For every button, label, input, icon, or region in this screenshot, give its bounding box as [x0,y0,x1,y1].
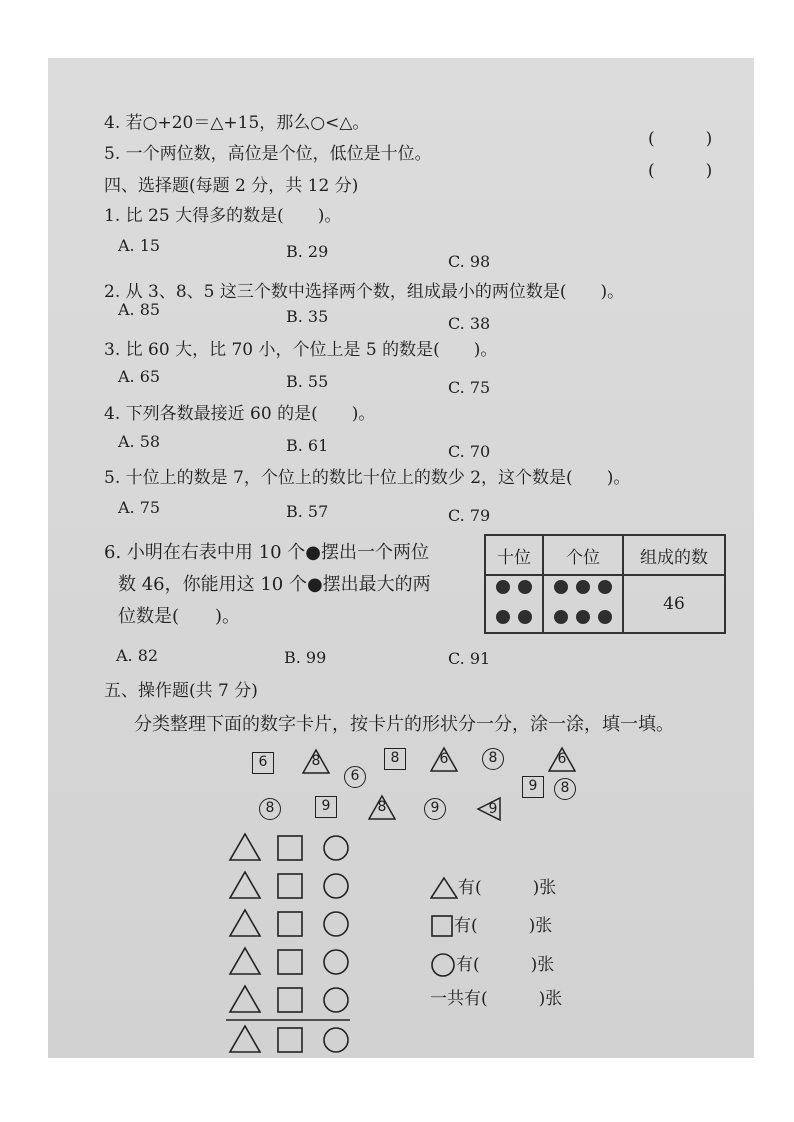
option-c[interactable]: C. 91 [448,649,491,668]
triangle-cell[interactable] [230,910,260,936]
option-a[interactable]: A. 65 [118,367,161,386]
number-card-circle: 9 [424,798,446,820]
place-value-table [484,534,726,634]
option-c[interactable]: C. 70 [448,442,491,461]
square-icon [430,914,454,938]
circle-count[interactable]: 有( )张 [456,955,555,975]
square-cell[interactable] [278,950,302,974]
square-label [278,1028,302,1052]
header-tens: 十位 [485,535,543,575]
circle-label [324,1028,348,1052]
choice-question-5: 5. 十位上的数是 7，个位上的数比十位上的数少 2，这个数是( )。 [104,468,631,488]
composed-number: 46 [623,575,725,633]
bead-dot [576,610,590,624]
choice-question-1: 1. 比 25 大得多的数是( )。 [104,206,342,226]
option-a[interactable]: A. 82 [116,646,159,665]
number-card-square: 9 [315,796,337,818]
number-card-triangle: 9 [476,796,502,822]
number-card-square: 8 [384,748,406,770]
triangle-icon [430,876,458,900]
circle-cell[interactable] [324,988,348,1012]
square-cell[interactable] [278,988,302,1012]
number-card-square: 9 [522,776,544,798]
bead-dot [598,610,612,624]
option-b[interactable]: B. 61 [286,436,329,455]
number-card-circle: 8 [482,748,504,770]
square-cell[interactable] [278,874,302,898]
option-b[interactable]: B. 29 [286,242,329,261]
number-card-square: 6 [252,752,274,774]
circle-cell[interactable] [324,912,348,936]
number-card-triangle: 8 [302,748,330,774]
option-b[interactable]: B. 99 [284,648,327,667]
square-cell[interactable] [278,912,302,936]
bead-dot [554,610,568,624]
option-b[interactable]: B. 35 [286,307,329,326]
section-5-title: 五、操作题(共 7 分) [104,681,258,701]
chart-row [230,986,348,1012]
choice-question-3: 3. 比 60 大，比 70 小，个位上是 5 的数是( )。 [104,340,498,360]
triangle-label [230,1026,260,1052]
option-a[interactable]: A. 85 [118,300,161,319]
choice-question-4: 4. 下列各数最接近 60 的是( )。 [104,404,376,424]
triangle-cell[interactable] [230,872,260,898]
judge-question-5: 5. 一个两位数，高位是个位，低位是十位。 [104,144,432,164]
triangle-cell[interactable] [230,948,260,974]
total-count[interactable]: 一共有( )张 [430,989,563,1009]
number-card-triangle: 8 [368,794,396,820]
chart-row [230,834,348,860]
option-a[interactable]: A. 58 [118,432,161,451]
choice-question-6-line2: 数 46，你能用这 10 个●摆出最大的两 [118,574,431,595]
number-card-circle: 6 [344,766,366,788]
chart-row [230,948,348,974]
bead-dot [496,580,510,594]
number-card-triangle: 6 [548,746,576,772]
triangle-cell[interactable] [230,834,260,860]
choice-question-6-line1: 6. 小明在右表中用 10 个●摆出一个两位 [104,542,429,563]
chart-label-row [230,1026,348,1052]
number-card-triangle: 6 [430,746,458,772]
chart-row [230,872,348,898]
ones-dots [543,575,623,633]
number-card-circle: 8 [554,778,576,800]
circle-cell[interactable] [324,874,348,898]
bead-dot [576,580,590,594]
header-number: 组成的数 [623,535,725,575]
answer-paren-5[interactable]: ( ) [648,161,713,181]
option-b[interactable]: B. 57 [286,502,329,521]
answer-paren-4[interactable]: ( ) [648,129,713,149]
option-c[interactable]: C. 75 [448,378,491,397]
choice-question-6-line3: 位数是( )。 [118,606,241,627]
triangle-cell[interactable] [230,986,260,1012]
section-5-instruction: 分类整理下面的数字卡片，按卡片的形状分一分，涂一涂，填一填。 [134,714,674,735]
option-b[interactable]: B. 55 [286,372,329,391]
option-c[interactable]: C. 98 [448,252,491,271]
circle-cell[interactable] [324,950,348,974]
bead-dot [496,610,510,624]
square-cell[interactable] [278,836,302,860]
circle-icon [430,952,456,978]
header-ones: 个位 [543,535,623,575]
choice-question-2: 2. 从 3、8、5 这三个数中选择两个数，组成最小的两位数是( )。 [104,282,625,302]
number-card-circle: 8 [259,798,281,820]
shape-tally-chart [226,830,356,1056]
option-c[interactable]: C. 79 [448,506,491,525]
option-a[interactable]: A. 15 [118,236,161,255]
circle-cell[interactable] [324,836,348,860]
tens-dots [485,575,543,633]
section-4-title: 四、选择题(每题 2 分，共 12 分) [104,176,359,196]
judge-question-4: 4. 若○+20＝△+15，那么○<△。 [104,113,370,133]
bead-dot [598,580,612,594]
square-count[interactable]: 有( )张 [454,916,553,936]
option-a[interactable]: A. 75 [118,498,161,517]
bead-dot [554,580,568,594]
bead-dot [518,610,532,624]
chart-row [230,910,348,936]
triangle-count[interactable]: 有( )张 [458,878,557,898]
option-c[interactable]: C. 38 [448,314,491,333]
bead-dot [518,580,532,594]
